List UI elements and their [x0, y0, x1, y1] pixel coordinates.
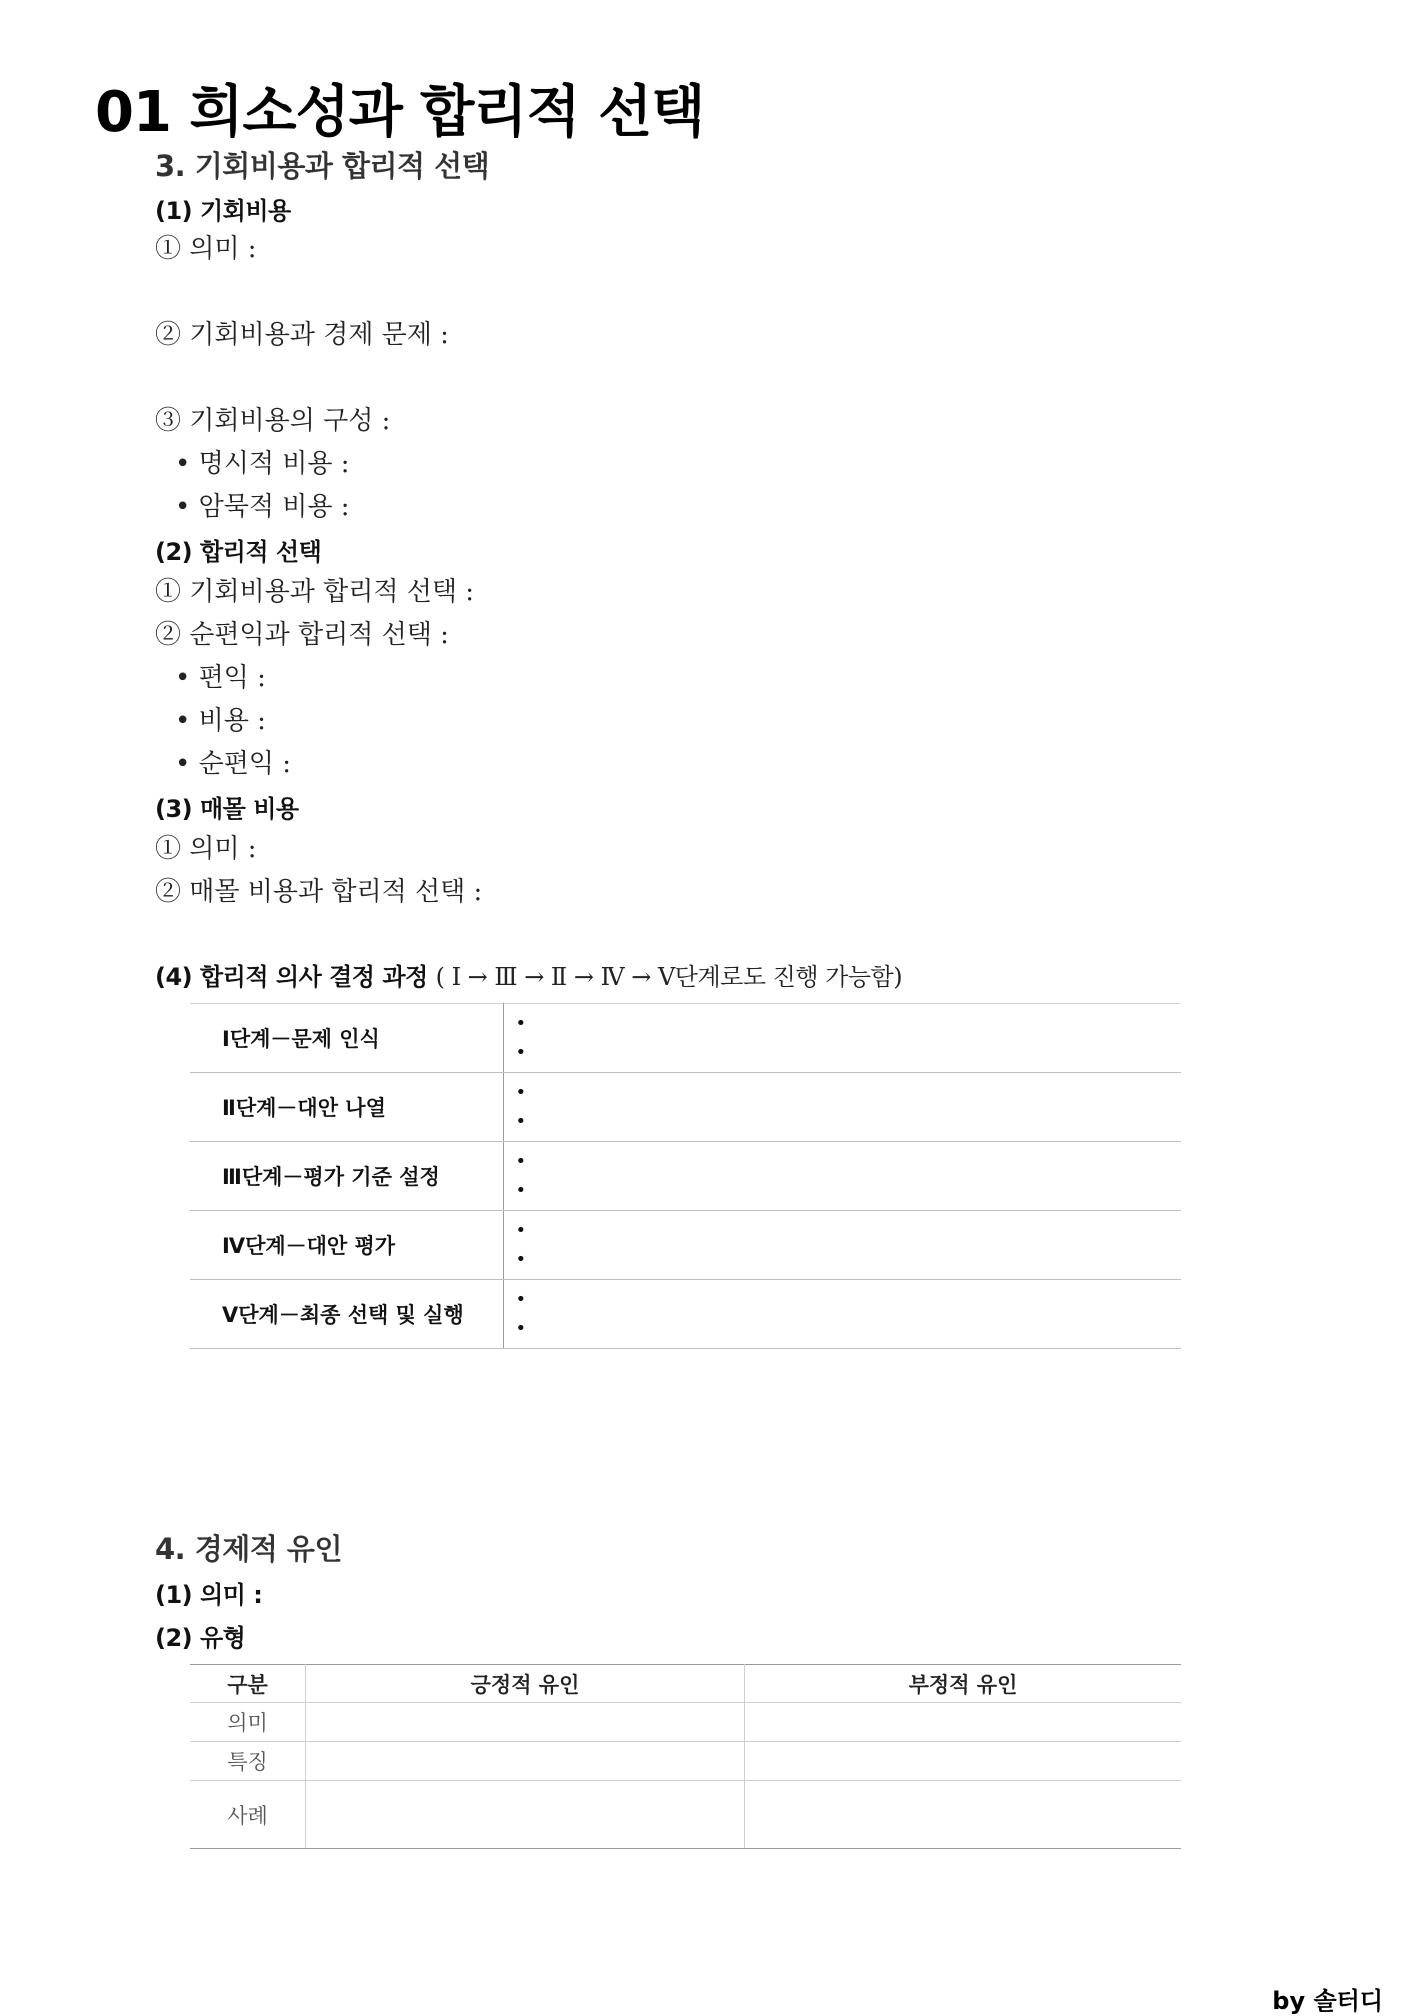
step-bullets [503, 1142, 1181, 1211]
bullet-implicit-cost: • 암묵적 비용 : [175, 492, 350, 522]
bullet-mark: • [515, 1082, 527, 1103]
decision-process-heading: (4) 합리적 의사 결정 과정 [155, 963, 428, 991]
incentive-types: (2) 유형 [155, 1624, 246, 1652]
page-title: 01 희소성과 합리적 선택 [95, 80, 705, 145]
header-positive-incentive: 긍정적 유인 [306, 1665, 745, 1703]
item-sunk-cost-meaning: ① 의미 : [155, 834, 257, 864]
bullet-mark: • [515, 1013, 527, 1034]
step-label: Ⅴ단계－최종 선택 및 실행 [190, 1280, 503, 1349]
step-bullets [503, 1004, 1181, 1073]
table-row [190, 1211, 1181, 1280]
bullet-mark: • [515, 1111, 527, 1132]
step-bullets [503, 1073, 1181, 1142]
item-net-benefit-rational-choice: ② 순편익과 합리적 선택 : [155, 620, 449, 650]
section-3-heading: 3. 기회비용과 합리적 선택 [155, 149, 490, 183]
subsection-rational-choice: (2) 합리적 선택 [155, 538, 322, 566]
bullet-mark: • [515, 1042, 527, 1063]
table-row [190, 1742, 1181, 1781]
item-opportunity-cost-economic-problem [155, 314, 449, 351]
section-4-heading: 4. 경제적 유인 [155, 1532, 342, 1566]
header-negative-incentive: 부정적 유인 [745, 1665, 1182, 1703]
table-row [190, 1703, 1181, 1742]
item-opportunity-cost-rational-choice: ① 기회비용과 합리적 선택 : [155, 577, 474, 607]
subsection-sunk-cost: (3) 매몰 비용 [155, 795, 299, 823]
table-row [190, 1073, 1181, 1142]
item-text: ① 의미 : [155, 234, 257, 264]
step-bullets [503, 1211, 1181, 1280]
decision-steps-table [190, 1003, 1181, 1349]
step-label: Ⅳ단계－대안 평가 [190, 1211, 503, 1280]
bullet-cost: • 비용 : [175, 706, 266, 736]
step-label: Ⅱ단계－대안 나열 [190, 1073, 503, 1142]
bullet-mark: • [515, 1289, 527, 1310]
table-header-row [190, 1665, 1181, 1703]
item-meaning [155, 228, 257, 265]
row-label: 의미 [190, 1703, 306, 1742]
bullet-explicit-cost: • 명시적 비용 : [175, 449, 350, 479]
item-composition: ③ 기회비용의 구성 : [155, 406, 391, 436]
table-row [190, 1004, 1181, 1073]
bullet-benefit: • 편익 : [175, 663, 266, 693]
item-text: ② 기회비용과 경제 문제 : [155, 320, 449, 350]
step-label: Ⅰ단계－문제 인식 [190, 1004, 503, 1073]
bullet-mark: • [515, 1151, 527, 1172]
incentive-meaning: (1) 의미 : [155, 1581, 263, 1609]
table-cell [745, 1742, 1182, 1781]
incentive-table [190, 1664, 1181, 1849]
step-bullets [503, 1280, 1181, 1349]
table-cell [306, 1742, 745, 1781]
bullet-mark: • [515, 1180, 527, 1201]
row-label: 사례 [190, 1781, 306, 1849]
bullet-net-benefit: • 순편익 : [175, 749, 291, 779]
table-cell [745, 1703, 1182, 1742]
footer-credit: by 솔터디 [1272, 1987, 1383, 2015]
table-cell [306, 1703, 745, 1742]
bullet-mark: • [515, 1318, 527, 1339]
subsection-decision-process [155, 957, 902, 992]
table-cell [306, 1781, 745, 1849]
row-label: 특징 [190, 1742, 306, 1781]
header-category: 구분 [190, 1665, 306, 1703]
item-sunk-cost-rational-choice: ② 매몰 비용과 합리적 선택 : [155, 877, 483, 907]
table-row [190, 1781, 1181, 1849]
bullet-mark: • [515, 1220, 527, 1241]
table-row [190, 1280, 1181, 1349]
table-row [190, 1142, 1181, 1211]
bullet-mark: • [515, 1249, 527, 1270]
subsection-opportunity-cost: (1) 기회비용 [155, 197, 291, 225]
step-label: Ⅲ단계－평가 기준 설정 [190, 1142, 503, 1211]
decision-process-note: ( Ⅰ → Ⅲ → Ⅱ → Ⅳ → Ⅴ단계로도 진행 가능함) [435, 963, 903, 991]
table-cell [745, 1781, 1182, 1849]
